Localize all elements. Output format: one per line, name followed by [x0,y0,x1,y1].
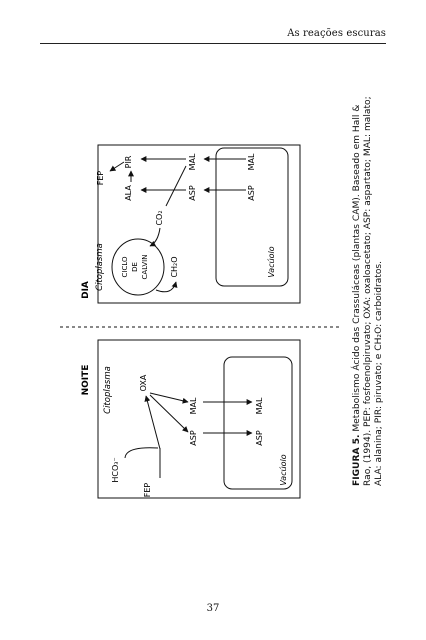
figure-caption [352,96,385,486]
calvin-line-3: CALVIN [141,254,149,280]
day-vac-mal-label: MAL [247,153,256,171]
night-hco3-arc [125,448,158,458]
day-pir-label: PIR [124,155,133,169]
day-vac-asp-label: ASP [247,185,256,201]
day-mal-co2-line [166,166,186,206]
night-hco3-label: HCO₃⁻ [111,457,120,483]
day-cytoplasm-label: Citoplasma [95,243,105,291]
calvin-line-2: DE [131,262,139,272]
night-vac-mal-label: MAL [255,397,264,415]
night-oxa-label: OXA [139,374,148,392]
day-label: DIA [81,281,91,299]
night-cytoplasm-label: Citoplasma [103,366,113,414]
running-header-title: As reações escuras [287,28,386,39]
caption-title: FIGURA 5. [352,434,362,486]
calvin-line-1: CICLO [121,256,129,278]
night-fep-oxa-arrow [146,396,160,449]
page-number: 37 [206,603,220,614]
night-label: NOITE [81,364,91,396]
night-cytoplasm-box [98,340,300,498]
night-vacuole-label: Vacúolo [279,454,288,486]
day-co2-label: CO₂ [155,210,164,226]
night-vac-asp-label: ASP [255,430,264,446]
day-ch2o-label: CH₂O [170,256,179,278]
day-asp-label: ASP [188,185,197,201]
day-mal-label: MAL [188,153,197,171]
night-fep-label: FEP [143,482,152,498]
night-asp-label: ASP [189,430,198,446]
day-fep-label: FEP [96,170,105,186]
caption-text: Metabolismo Ácido das Crassuláceas (plantas CAM). Baseado em Hall & Rao, (1994). PEP: fosfoenolpiruvato; OXA: oxaloacetato; ASP: aspartato; MAL: malato; ALA: alanina; PIR: piruvato; e CH₂O: carboidratos. [352,96,384,486]
night-mal-label: MAL [189,397,198,415]
day-pir-fep-arrow [110,162,124,171]
day-ala-label: ALA [124,185,133,201]
day-vacuole-label: Vacúolo [267,246,276,278]
